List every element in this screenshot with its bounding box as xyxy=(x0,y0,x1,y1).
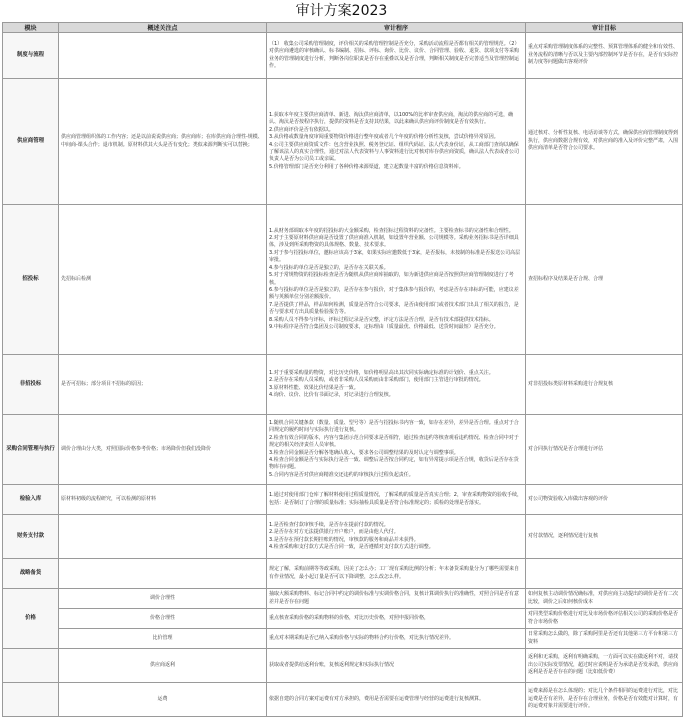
table-row xyxy=(3,79,683,205)
row-goal: 运费来源是在怎么体现的；对比几个条件相同的运费进行对比，对比运费是否有差异，是否存在合理业务，价格是否有效能对计算时，有的运费对象并需要进行评价。 xyxy=(526,683,683,717)
row-category: 非招投标 xyxy=(3,355,59,415)
row-category: 检验入库 xyxy=(3,485,59,515)
procedure-line: 3.是否存在预付款长期挂账的情况，审核款的服务和商品并未获得。 xyxy=(269,536,419,543)
procedure-line: 3.从价格或数量角度审阅重要物资价格进行整年度或者几个年度的价格分析性复核，尝试价格异常原因。 xyxy=(269,134,499,141)
row-procedure xyxy=(267,79,526,205)
row-category: 供应商管理 xyxy=(3,79,59,205)
row-procedure: 重点对本期采购是否已纳入采购价格与实际的物料合约行价格，对比执行情况差异。 xyxy=(267,629,526,649)
table-row xyxy=(3,559,683,589)
row-procedure: 依据自建的合同方案对运费有对方承担的，费用是否需要在运费管理与经营的运费进行复核测算。 xyxy=(267,683,526,717)
procedure-line: 3.原材料性能、效果比价结果是否一致。 xyxy=(269,384,359,391)
procedure-line: 4.公司主要供应商资质文件：包含营业执照、税务登记证、组织代码证、法人代表身份证，从工商部门查询以确保了解该法人的真实合理性，通过对法人代表资料与人事资料进行比对核对库存供应商资质，确认法人代表或者公司负责人是否为公司员工或亲属。 xyxy=(269,141,520,163)
row-goal: 对公司物资验收入库做出客观的评价 xyxy=(526,485,683,515)
row-category xyxy=(3,649,59,683)
procedure-line: 2.供应商评价是否有依据以。 xyxy=(269,126,334,133)
procedure-line: 1.通过对使用部门仓库了解材料使用过程质量情况，了解采购的质量是否真实合理；2，审查采购物资的验收手续，包括：是否制订了合理的质量标准；实际抽检具质量是否符合标准规定的；质检的处理是否落实。 xyxy=(269,492,522,506)
row-subcategory: 供应商返利 xyxy=(59,649,267,683)
row-procedure xyxy=(267,33,526,79)
row-procedure xyxy=(267,205,526,355)
procedure-line: 4.检查合同金额是否与实际执行是否一致、调整后是否按合同约定，如有异常提示项是否合规，收货后是否存在货物库存问题。 xyxy=(269,456,519,471)
row-category xyxy=(3,683,59,717)
audit-plan-table xyxy=(2,22,683,717)
row-goal: 如何复核主动调价情况确标准，对供应商主动提出的调价是否有二次比较，调价之后如何核价成本 xyxy=(526,589,683,609)
header-goal: 审计目标 xyxy=(526,23,683,33)
procedure-line: （1） 收集公司采购管理制度，评价相关的采购管理控制是否充分，采购活动流程是否都有相关的管理规范。（2） 对供应商遴选的审核确认、标书编制、招标、评标、询价、比价、议价、合同管理、验收、退货、款项支付等采购业务的管理制度进行分析，判断各岗位职责是否存在重叠以及是否合理，判断相关制度是否完善适当及管理控制运作。 xyxy=(269,40,520,69)
row-category: 战略备货 xyxy=(3,559,59,589)
row-focus: 先招标后检测 xyxy=(59,205,267,355)
row-category: 采购合同管理与执行 xyxy=(3,415,59,485)
header-focus: 概述关注点 xyxy=(59,23,267,33)
row-procedure xyxy=(267,485,526,515)
procedure-line: 4.询价、议价、比价有书面记录，对记录进行合理复核。 xyxy=(269,391,394,398)
row-procedure xyxy=(267,515,526,559)
row-goal: 对同类型采购价格进行对比及市场价格评估相关公司的采购价格是否符合市场价格 xyxy=(526,609,683,629)
table-row xyxy=(3,649,683,683)
table-row xyxy=(3,609,683,629)
procedure-line: 8.采购人员不得参与评标，评标过程记录是否完整，评定方法是否合理，是否有技术部提供技术指标。 xyxy=(269,316,494,323)
row-focus: 供应商管理组织体的工作内容；还是以前说说供应商；供应商库；在库供应商合理性-规模、中间商-课头合作；退市机制。原材料供其大头是否有变化；类似来源判断实可以替换； xyxy=(59,79,267,205)
row-goal: 查招标程序及结果是否合规、合理 xyxy=(526,205,683,355)
row-goal: 返利和无采购，返利有明确采购，一方面可以实在做返利不对，请找出公司实际发票情况，超过时应说明是否为承诺是否发承诺，供应商返利是否是否存在的问题（比如低价费） xyxy=(526,649,683,683)
row-focus xyxy=(59,33,267,79)
table-row xyxy=(3,205,683,355)
procedure-line: 2.检查有效合同的版本，内容与集团示范合同要求是否相符，通过检查违约等核查观看违约情况、检查合同中对于规定的相关经济责任人员审核。 xyxy=(269,434,519,449)
procedure-line: 9.中标程序是否符合集团及公司制度要求，定标理由（质量最优、价格最低、送货时间最短）是否充分。 xyxy=(269,323,499,330)
procedure-line: 1.是否检查付款审核手续，是否存在提前付款的情况。 xyxy=(269,521,389,528)
procedure-line: 2.是否存在采购人员采购，或者非采购人员采购而由非采购部门，使用部门主管进行审批的情况。 xyxy=(269,377,484,384)
row-subcategory: 价格合理性 xyxy=(59,609,267,629)
row-category: 制度与流程 xyxy=(3,33,59,79)
row-procedure: 抽取大额采购物料、标记合同中约定的调价标准与实调价格合同，复核计算调价执行的准确性，对照合同是否有意差并是否存在问题 xyxy=(267,589,526,609)
procedure-line: 1.随机合同关键条款（数量、质量、型号等）是否与招投标书内容一致，如存在差异，差异是否合理。重点对于合同规定的履约时间与实际执行进行复核。 xyxy=(269,419,519,434)
row-goal: 重点对采购管理制度体系的完整性、预算管理体系的健全和有效性、业务流程的清晰与否以及主要内部控制环节是否存在，是否有实际控制力度等问题做出客观评价 xyxy=(526,33,683,79)
row-focus: 原材料初级的流程研究，可以检测的原材料 xyxy=(59,485,267,515)
row-goal: 对付款情况，逐利情况进行复核 xyxy=(526,515,683,559)
procedure-line: 3.检查合同金额是否分解各笔确认收入，要求各公司调整结果的及时认定与调整事项。 xyxy=(269,449,459,456)
procedure-line: 3.对于参与招投标单位，邀标应该高于3家，如果实际应邀数低于3家，是否报标，未按制的标准是否报送公司高层审批。 xyxy=(269,249,521,264)
procedure-line: 5.合同内容是否对供应商精准交还违约的审核执行过程负起责任。 xyxy=(269,471,414,478)
row-procedure xyxy=(267,415,526,485)
row-subcategory: 调价合理性 xyxy=(59,589,267,609)
page-title: 审计方案2023 xyxy=(295,3,388,19)
procedure-line: 4.参与投标的单位是否是独立的，是否存在关联关系。 xyxy=(269,264,389,271)
table-row xyxy=(3,33,683,79)
procedure-line: 2.是否存在对方无法提供银行开户账户，而是由他人代付。 xyxy=(269,529,399,536)
row-focus: 调价合理由分大类，对照国际价格参考价格；市场降价但我们没降价 xyxy=(59,415,267,485)
row-goal: 通过核对、分析性复核、电话访谈等方式，确保供应商管理制度得到执行，供应商数据合规有效，对供应商的准入及评价完整严肃，入围供应商清单是否符合公司要求。 xyxy=(526,79,683,205)
row-procedure xyxy=(267,559,526,589)
procedure-line: 5.价格管理部门是否充分利用了各种价格来源渠道，建立起数量丰富的价格信息资料库。 xyxy=(269,163,464,170)
row-focus xyxy=(59,559,267,589)
table-row xyxy=(3,355,683,415)
row-focus xyxy=(59,515,267,559)
procedure-line: 1.从财务部调取本年度的招投标的大金额采购，检查招标过程资料的完备性。主要检查标书的完备性和合理性。 xyxy=(269,227,514,234)
table-row xyxy=(3,515,683,559)
row-procedure xyxy=(267,355,526,415)
table-row xyxy=(3,683,683,717)
procedure-line: 规定了解，采购前期等等政采购，因美了怎么办；工厂现有采购比例的分析；年末备货采购量分为了哪些需要来自有作业情况，最小起订量是否可以下降调整，怎么改怎么样。 xyxy=(269,566,520,580)
row-subcategory: 比价管理 xyxy=(59,629,267,649)
row-goal xyxy=(526,559,683,589)
procedure-line: 5.对于常规物资的招投标检查是否为随机从供应商库抽取的，如为新进供应商是否按照供应商管理制度进行了考核。 xyxy=(269,272,514,286)
procedure-line: 2.对于主要原材料供应商是否设置了供应商准入机制，如设置年营业额、公司规模等。采购业务招标书是否详细具体，涉及到所采购物资的具体规格、数量、技术要求。 xyxy=(269,235,519,249)
procedure-line: 1.获取本年度主要供应商清单、新进、淘汰供应商清单，以100%的比率审查供应商，淘汰的供应商的可选，确认、淘汰是否按程序执行，提供的资料是否支持其结果，以此来确认供应商评价制度是否有效执行。 xyxy=(269,111,514,126)
row-category: 财务支付款 xyxy=(3,515,59,559)
row-goal: 对非招投标类原材料采购进行合规复核 xyxy=(526,355,683,415)
header-module: 模块 xyxy=(3,23,59,33)
header-procedure: 审计程序 xyxy=(267,23,526,33)
row-goal: 日常采购怎么做的，除了采购阿里是否还有其他第三方平台和第三方资料 xyxy=(526,629,683,649)
procedure-line: 4.检查采购和支付款方式是否合同一致，是否遵循对支付款方式进行调整。 xyxy=(269,543,434,550)
row-category: 价格 xyxy=(3,589,59,649)
row-goal: 对合同执行情况是否合理进行评估 xyxy=(526,415,683,485)
procedure-line: 7.是否提供了样品，样品如何检测，质量是否符合公司要求，是否由使用部门或者技术部门出具了相关的报告，是否与要求对方出具质量检验报告等。 xyxy=(269,301,519,316)
row-category: 招投标 xyxy=(3,205,59,355)
table-row xyxy=(3,629,683,649)
procedure-line: 6.参与投标的单位是否是独立的，是否存在参与报价，对于集体参与报价的，考虑是否存在串标的可能，应建议差额与英额单位分别差额报价。 xyxy=(269,286,519,301)
table-header-row xyxy=(3,23,683,33)
procedure-line: 1.对于重要采购量的物资，对比历史价格，如价格明显高出其次同实际确定标准的计划价、重点关注。 xyxy=(269,369,494,376)
row-focus: 是否可招标；部分项目不招标的原因； xyxy=(59,355,267,415)
row-subcategory: 运费 xyxy=(59,683,267,717)
row-procedure: 重点核查采购价格的采购物料的价格，对比历史价格，对照申报同价格， xyxy=(267,609,526,629)
table-row xyxy=(3,589,683,609)
table-row xyxy=(3,485,683,515)
row-procedure: 获取或者提供给返利台账，复核返利规定和实际执行情况 xyxy=(267,649,526,683)
table-row xyxy=(3,415,683,485)
